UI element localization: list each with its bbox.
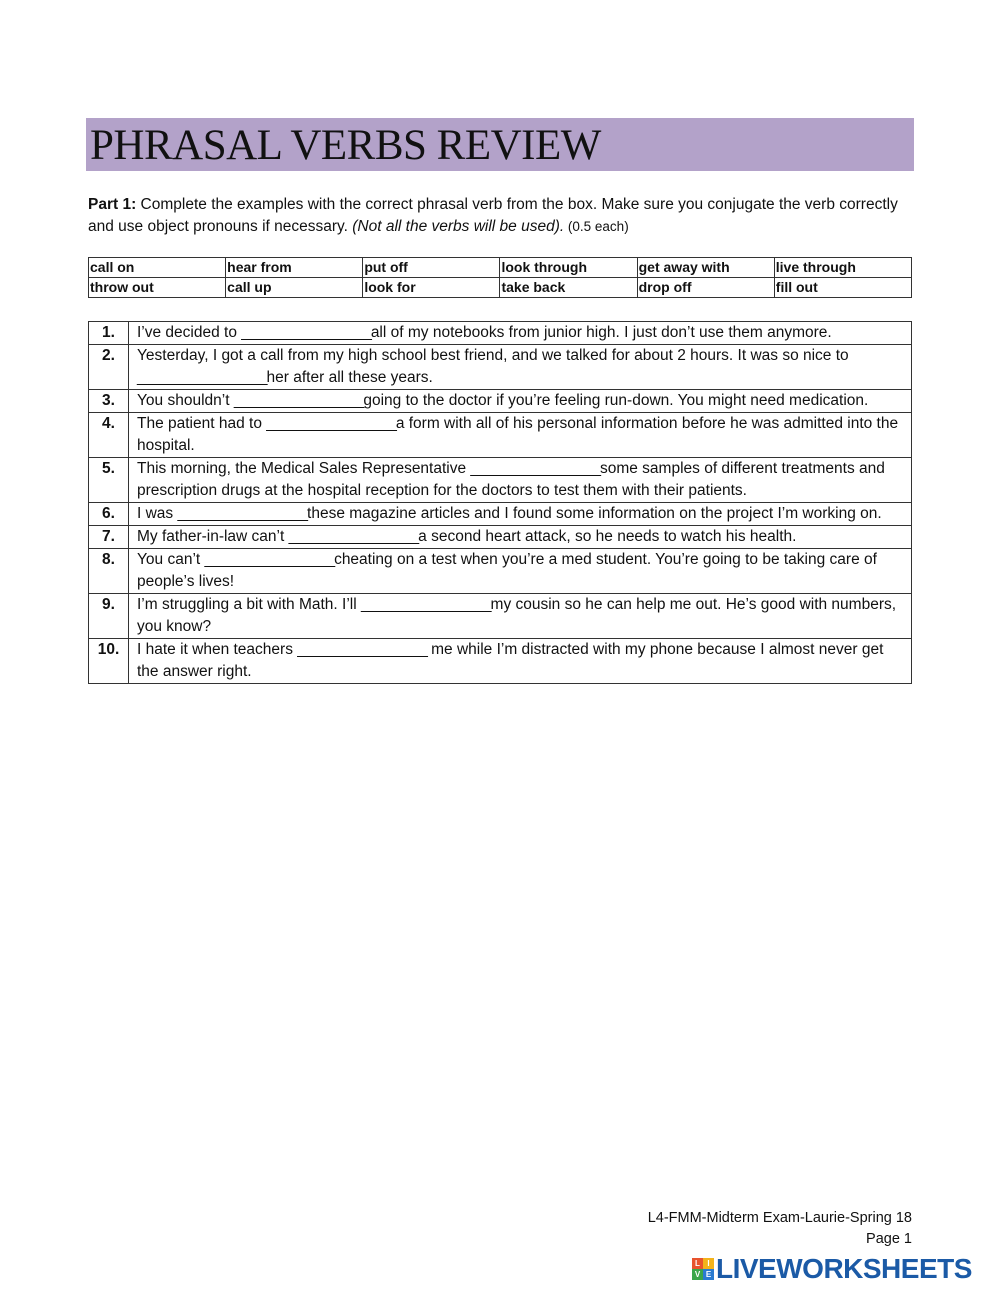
answer-blank[interactable]: _________________ <box>266 415 396 432</box>
logo-tile: I <box>703 1258 714 1269</box>
question-text-before: The patient had to <box>137 415 267 432</box>
answer-blank[interactable]: _________________ <box>177 505 308 522</box>
word-box-cell: call up <box>226 278 363 298</box>
brand-logo[interactable] <box>692 1254 972 1284</box>
question-row <box>89 390 912 413</box>
question-row <box>89 639 912 684</box>
question-text <box>129 526 912 549</box>
question-text <box>129 345 912 390</box>
word-box <box>88 257 912 298</box>
question-number: 7. <box>89 526 129 549</box>
question-row <box>89 413 912 458</box>
question-text <box>129 322 912 345</box>
instructions-text: Complete the examples with the correct phrasal verb from the box. Make sure you conjugate the verb correctly and use object pronouns if necessary. <box>88 196 898 235</box>
question-text-after: her after all these years. <box>266 369 433 386</box>
word-box-cell: live through <box>774 258 911 278</box>
answer-blank[interactable]: _________________ <box>233 392 364 409</box>
word-box-row <box>89 278 912 298</box>
answer-blank[interactable]: _________________ <box>360 596 491 613</box>
question-number: 10. <box>89 639 129 684</box>
question-row <box>89 526 912 549</box>
question-text <box>129 639 912 684</box>
question-number: 5. <box>89 458 129 503</box>
question-text-before: I hate it when teachers <box>137 641 298 658</box>
question-row <box>89 458 912 503</box>
question-text-after: going to the doctor if you’re feeling run-down. You might need medication. <box>363 392 869 409</box>
question-text-before: This morning, the Medical Sales Representative <box>137 460 471 477</box>
logo-tile: E <box>703 1269 714 1280</box>
word-box-row <box>89 258 912 278</box>
answer-blank[interactable]: _________________ <box>297 641 427 658</box>
question-row <box>89 345 912 390</box>
question-number: 8. <box>89 549 129 594</box>
word-box-cell: look through <box>500 258 637 278</box>
title-banner <box>86 118 914 171</box>
word-box-cell: hear from <box>226 258 363 278</box>
brand-name: LIVEWORKSHEETS <box>716 1253 972 1284</box>
question-text-after: me while I’m distracted with my phone because I almost never get the answer right. <box>137 641 884 680</box>
word-box-cell: put off <box>363 258 500 278</box>
question-text <box>129 503 912 526</box>
footer-exam-label: L4-FMM-Midterm Exam-Laurie-Spring 18 <box>647 1210 912 1226</box>
question-text-before: My father-in-law can’t <box>137 528 289 545</box>
question-text-after: a second heart attack, so he needs to watch his health. <box>418 528 797 545</box>
question-text <box>129 594 912 639</box>
question-text-before: I’m struggling a bit with Math. I’ll <box>137 596 361 613</box>
question-text <box>129 549 912 594</box>
footer-page-number: Page 1 <box>866 1231 912 1247</box>
logo-tile: V <box>692 1269 703 1280</box>
question-text-after: cheating on a test when you’re a med student. You’re going to be taking care of people’s lives! <box>137 551 877 590</box>
word-box-cell: get away with <box>637 258 774 278</box>
part-label: Part 1: <box>88 196 137 213</box>
question-text <box>129 458 912 503</box>
question-text-before: You can’t <box>137 551 205 568</box>
points-note: (0.5 each) <box>564 219 629 234</box>
question-row <box>89 594 912 639</box>
page-title: PHRASAL VERBS REVIEW <box>90 122 601 169</box>
word-box-cell: call on <box>89 258 226 278</box>
liveworksheets-logo-icon <box>692 1258 714 1280</box>
question-text-before: You shouldn’t <box>137 392 234 409</box>
word-box-cell: throw out <box>89 278 226 298</box>
question-text-before: Yesterday, I got a call from my high school best friend, and we talked for about 2 hours. It was so nice to <box>137 347 849 364</box>
question-text-after: all of my notebooks from junior high. I just don’t use them anymore. <box>370 324 832 341</box>
logo-tile: L <box>692 1258 703 1269</box>
word-box-cell: fill out <box>774 278 911 298</box>
question-text-before: I was <box>137 505 178 522</box>
question-text-after: a form with all of his personal information before he was admitted into the hospital. <box>137 415 899 454</box>
question-row <box>89 322 912 345</box>
question-text-after: some samples of different treatments and prescription drugs at the hospital reception for the doctors to test them with their patients. <box>137 460 885 499</box>
answer-blank[interactable]: _________________ <box>204 551 335 568</box>
question-number: 6. <box>89 503 129 526</box>
question-number: 9. <box>89 594 129 639</box>
question-text <box>129 413 912 458</box>
page-footer <box>648 1208 912 1250</box>
instructions-note: (Not all the verbs will be used). <box>352 218 565 235</box>
answer-blank[interactable]: _________________ <box>470 460 600 477</box>
word-box-cell: drop off <box>637 278 774 298</box>
questions-table <box>88 321 912 684</box>
word-box-cell: look for <box>363 278 500 298</box>
question-text-after: these magazine articles and I found some information on the project I’m working on. <box>307 505 882 522</box>
question-number: 4. <box>89 413 129 458</box>
answer-blank[interactable]: _________________ <box>241 324 371 341</box>
answer-blank[interactable]: _________________ <box>288 528 419 545</box>
question-row <box>89 503 912 526</box>
question-number: 2. <box>89 345 129 390</box>
question-number: 3. <box>89 390 129 413</box>
question-text <box>129 390 912 413</box>
instructions <box>88 194 918 238</box>
word-box-cell: take back <box>500 278 637 298</box>
question-text-before: I’ve decided to <box>137 324 242 341</box>
question-number: 1. <box>89 322 129 345</box>
question-text-after: my cousin so he can help me out. He’s good with numbers, you know? <box>137 596 897 635</box>
question-row <box>89 549 912 594</box>
answer-blank[interactable]: _________________ <box>137 369 267 386</box>
